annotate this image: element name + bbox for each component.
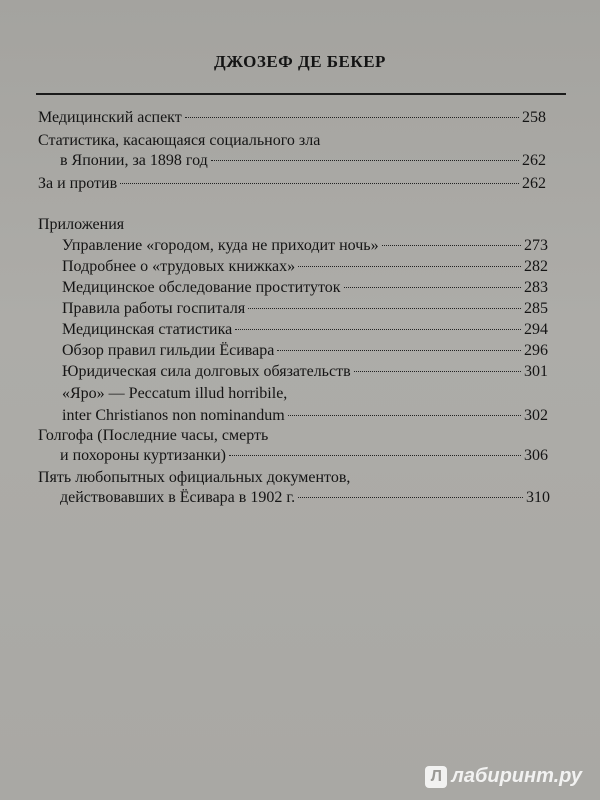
toc-entry — [62, 362, 548, 382]
toc-page-number: 262 — [522, 175, 546, 192]
toc-entry-title: Управление «городом, куда не приходит ночь» — [62, 237, 379, 254]
toc-entry-title-cont: inter Christianos non nominandum — [62, 407, 285, 424]
toc-leader-dots — [288, 415, 521, 416]
toc-entry-title: Обзор правил гильдии Ёсивара — [62, 342, 275, 359]
toc-entry-title: Пять любопытных официальных документов, — [38, 469, 351, 486]
toc-entry — [62, 236, 548, 256]
toc-leader-dots — [229, 455, 521, 456]
toc-entry-title: Юридическая сила долговых обязательств — [62, 363, 351, 380]
toc-entry — [62, 257, 548, 277]
toc-entry — [38, 468, 550, 508]
toc-leader-dots — [344, 287, 521, 288]
toc-entry — [38, 108, 546, 128]
toc-entry-title: Медицинское обследование проституток — [62, 279, 341, 296]
toc-entry-title-cont: и похороны куртизанки) — [60, 447, 226, 464]
toc-entry — [38, 426, 548, 466]
appendix-heading: Приложения — [38, 216, 125, 233]
toc-leader-dots — [235, 329, 521, 330]
toc-page-number: 282 — [524, 258, 548, 275]
toc-entry-title: Статистика, касающаяся социального зла — [38, 132, 321, 149]
toc-leader-dots — [298, 497, 523, 498]
toc-entry-title: Подробнее о «трудовых книжках» — [62, 258, 296, 275]
toc-page-number: 310 — [526, 489, 550, 506]
toc-leader-dots — [354, 371, 521, 372]
toc-page-number: 283 — [524, 279, 548, 296]
toc-entry-title: Медицинский аспект — [38, 109, 182, 126]
toc-entry — [62, 278, 548, 298]
toc-entry-title-cont: в Японии, за 1898 год — [60, 152, 208, 169]
toc-entry-title: «Яро» — Peccatum illud horribile, — [62, 385, 288, 402]
running-head: ДЖОЗЕФ ДЕ БЕКЕР — [214, 52, 386, 71]
toc-page-number: 294 — [524, 321, 548, 338]
toc-page-number: 306 — [524, 447, 548, 464]
toc-page-number: 301 — [524, 363, 548, 380]
toc-leader-dots — [298, 266, 521, 267]
toc-entry-title: Медицинская статистика — [62, 321, 233, 338]
toc-entry-title-cont: действовавших в Ёсивара в 1902 г. — [60, 489, 296, 506]
watermark-text: лабиринт.ру — [451, 765, 582, 787]
toc-entry-title: За и против — [38, 175, 118, 192]
toc-page-number: 302 — [524, 407, 548, 424]
toc-entry — [38, 174, 546, 194]
toc-leader-dots — [277, 350, 521, 351]
toc-page-number: 258 — [522, 109, 546, 126]
site-watermark — [425, 765, 582, 788]
toc-entry — [38, 131, 546, 171]
toc-page-number: 296 — [524, 342, 548, 359]
toc-leader-dots — [185, 117, 519, 118]
toc-leader-dots — [382, 245, 521, 246]
toc-page-number: 273 — [524, 237, 548, 254]
toc-entry — [62, 384, 548, 426]
toc-entry — [62, 320, 548, 340]
toc-leader-dots — [211, 160, 519, 161]
toc-leader-dots — [248, 308, 521, 309]
toc-entry — [62, 341, 548, 361]
labirint-logo-icon: Л — [425, 766, 447, 788]
toc-entry-title: Правила работы госпиталя — [62, 300, 246, 317]
toc-entry — [62, 299, 548, 319]
toc-leader-dots — [120, 183, 519, 184]
toc-page-number: 262 — [522, 152, 546, 169]
toc-page-number: 285 — [524, 300, 548, 317]
toc-entry-title: Голгофа (Последние часы, смерть — [38, 427, 269, 444]
